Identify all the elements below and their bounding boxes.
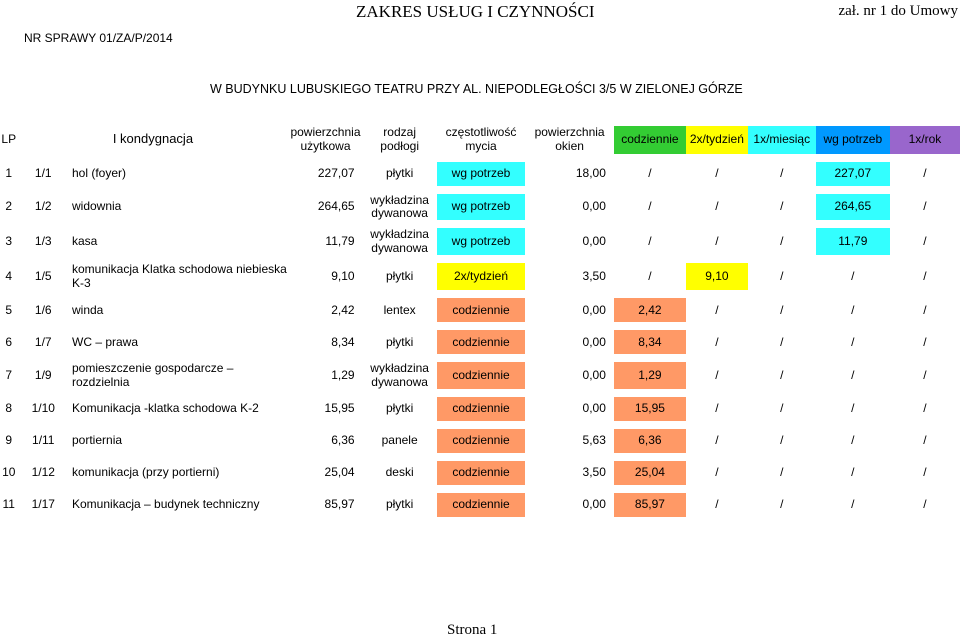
table-row <box>0 194 960 221</box>
row-window-area: 0,00 <box>582 199 606 214</box>
table-row <box>0 429 960 453</box>
row-lp: 10 <box>2 465 16 480</box>
row-room-name: portiernia <box>72 433 123 448</box>
table-row <box>0 493 960 517</box>
row-monthly: / <box>780 302 784 317</box>
row-floor-type: płytki <box>385 401 414 416</box>
row-usable-area: 2,42 <box>331 302 355 317</box>
col-cleaning-frequency: częstotliwość mycia <box>445 126 517 153</box>
row-daily: 6,36 <box>614 429 686 453</box>
row-daily: 1,29 <box>614 362 686 389</box>
col-daily: codziennie <box>614 126 686 154</box>
row-lp: 2 <box>5 199 13 214</box>
row-lp: 6 <box>5 334 13 349</box>
row-usable-area: 11,79 <box>325 234 355 249</box>
row-lp: 3 <box>5 234 13 249</box>
row-room-name: pomieszczenie gospodarcze – rozdzielnia <box>72 362 234 389</box>
row-usable-area: 227,07 <box>317 165 355 180</box>
row-yearly: / <box>923 497 927 512</box>
row-window-area: 18,00 <box>575 165 606 180</box>
row-as-needed: / <box>851 401 855 416</box>
row-floor-type: płytki <box>385 165 414 180</box>
row-as-needed: / <box>851 497 855 512</box>
row-monthly: / <box>780 465 784 480</box>
row-window-area: 5,63 <box>582 433 606 448</box>
row-weekly: / <box>715 199 719 214</box>
row-floor-type: płytki <box>385 269 414 284</box>
row-yearly: / <box>923 234 927 249</box>
row-frequency: codziennie <box>437 362 526 389</box>
row-weekly: / <box>715 367 719 382</box>
table-row <box>0 298 960 322</box>
row-usable-area: 264,65 <box>317 199 355 214</box>
row-lp: 9 <box>5 433 13 448</box>
table-row <box>0 461 960 485</box>
row-frequency: wg potrzeb <box>437 194 526 221</box>
row-daily: / <box>648 234 652 249</box>
row-lp: 1 <box>5 165 13 180</box>
row-room-name: Komunikacja -klatka schodowa K-2 <box>72 401 259 416</box>
row-yearly: / <box>923 334 927 349</box>
row-window-area: 0,00 <box>582 367 606 382</box>
row-window-area: 0,00 <box>582 497 606 512</box>
row-monthly: / <box>780 334 784 349</box>
row-room-name: hol (foyer) <box>72 165 127 180</box>
row-daily: / <box>648 269 652 284</box>
page-number: Strona 1 <box>447 622 498 638</box>
row-floor-type: wykładzina dywanowa <box>370 193 429 221</box>
row-room-name: widownia <box>72 199 122 214</box>
table-header-row <box>0 126 960 154</box>
row-weekly: / <box>715 433 719 448</box>
col-usable-area: powierzchnia użytkowa <box>290 126 361 153</box>
row-lp: 7 <box>5 367 13 382</box>
row-room-name: WC – prawa <box>72 334 139 349</box>
row-weekly: / <box>715 497 719 512</box>
row-frequency: codziennie <box>437 397 526 421</box>
row-lp: 5 <box>5 302 13 317</box>
row-yearly: / <box>923 165 927 180</box>
row-daily: 85,97 <box>614 493 686 517</box>
row-as-needed: / <box>851 334 855 349</box>
building-caption: W BUDYNKU LUBUSKIEGO TEATRU PRZY AL. NIEPODLEGŁOŚCI 3/5 W ZIELONEJ GÓRZE <box>210 82 743 96</box>
row-as-needed: 227,07 <box>816 162 890 186</box>
row-position: 1/11 <box>32 433 55 448</box>
row-monthly: / <box>780 497 784 512</box>
col-weekly: 2x/tydzień <box>686 126 748 154</box>
row-usable-area: 25,04 <box>324 465 355 480</box>
row-monthly: / <box>780 234 784 249</box>
row-as-needed: / <box>851 302 855 317</box>
row-frequency: codziennie <box>437 330 526 354</box>
row-monthly: / <box>780 165 784 180</box>
row-room-name: komunikacja (przy portierni) <box>72 465 220 480</box>
row-lp: 11 <box>2 497 15 512</box>
row-yearly: / <box>923 367 927 382</box>
row-usable-area: 85,97 <box>324 497 355 512</box>
table-row <box>0 162 960 186</box>
row-weekly: / <box>715 302 719 317</box>
row-daily: 2,42 <box>614 298 686 322</box>
col-floor-type: rodzaj podłogi <box>380 126 419 153</box>
row-position: 1/2 <box>34 199 52 214</box>
attachment-label: zał. nr 1 do Umowy <box>838 3 958 19</box>
row-usable-area: 6,36 <box>331 433 355 448</box>
row-lp: 8 <box>5 401 13 416</box>
row-yearly: / <box>923 269 927 284</box>
row-floor-type: płytki <box>385 334 414 349</box>
table-row <box>0 362 960 389</box>
row-window-area: 3,50 <box>582 465 606 480</box>
row-window-area: 0,00 <box>582 234 606 249</box>
row-monthly: / <box>780 401 784 416</box>
row-daily: / <box>648 165 652 180</box>
col-as-needed: wg potrzeb <box>816 126 890 154</box>
row-yearly: / <box>923 199 927 214</box>
case-number: NR SPRAWY 01/ZA/P/2014 <box>24 31 173 45</box>
row-floor-type: wykładzina dywanowa <box>370 362 429 389</box>
row-yearly: / <box>923 465 927 480</box>
row-usable-area: 9,10 <box>331 269 355 284</box>
row-monthly: / <box>780 199 784 214</box>
row-position: 1/10 <box>31 401 55 416</box>
row-floor-type: lentex <box>383 302 416 317</box>
row-weekly: / <box>715 165 719 180</box>
row-weekly: / <box>715 401 719 416</box>
row-floor-type: płytki <box>385 497 414 512</box>
row-yearly: / <box>923 401 927 416</box>
row-position: 1/3 <box>34 234 52 249</box>
col-section: I kondygnacja <box>112 131 194 147</box>
table-row <box>0 228 960 255</box>
document-title: ZAKRES USŁUG I CZYNNOŚCI <box>356 2 595 21</box>
row-frequency: wg potrzeb <box>437 162 526 186</box>
row-usable-area: 15,95 <box>324 401 355 416</box>
row-daily: 8,34 <box>614 330 686 354</box>
row-window-area: 0,00 <box>582 334 606 349</box>
table-row <box>0 397 960 421</box>
row-monthly: / <box>780 269 784 284</box>
row-frequency: codziennie <box>437 429 526 453</box>
table-row <box>0 330 960 354</box>
row-as-needed: / <box>851 465 855 480</box>
row-frequency: codziennie <box>437 298 526 322</box>
col-yearly: 1x/rok <box>890 126 960 154</box>
row-weekly: / <box>715 334 719 349</box>
row-window-area: 0,00 <box>582 401 606 416</box>
row-weekly: / <box>715 465 719 480</box>
row-position: 1/1 <box>34 165 52 180</box>
row-daily: 25,04 <box>614 461 686 485</box>
row-room-name: kasa <box>72 234 98 249</box>
row-frequency: wg potrzeb <box>437 228 526 255</box>
row-room-name: winda <box>72 302 104 317</box>
row-position: 1/5 <box>34 269 52 284</box>
row-usable-area: 1,29 <box>331 367 355 382</box>
row-yearly: / <box>923 302 927 317</box>
row-as-needed: / <box>851 433 855 448</box>
row-lp: 4 <box>5 269 13 284</box>
col-monthly: 1x/miesiąc <box>748 126 816 154</box>
col-lp: LP <box>1 131 17 146</box>
row-daily: 15,95 <box>614 397 686 421</box>
table-row <box>0 263 960 290</box>
row-as-needed: 264,65 <box>816 194 890 221</box>
row-frequency: codziennie <box>437 461 526 485</box>
row-as-needed: 11,79 <box>816 228 890 255</box>
row-position: 1/9 <box>34 367 52 382</box>
row-weekly: / <box>715 234 719 249</box>
services-table <box>0 118 960 525</box>
row-position: 1/12 <box>31 465 55 480</box>
row-room-name: Komunikacja – budynek techniczny <box>72 497 260 512</box>
row-room-name: komunikacja Klatka schodowa niebieska K-3 <box>72 263 287 290</box>
row-position: 1/17 <box>31 497 55 512</box>
row-floor-type: panele <box>381 433 418 448</box>
row-as-needed: / <box>851 367 855 382</box>
row-frequency: codziennie <box>437 493 526 517</box>
row-floor-type: deski <box>385 465 414 480</box>
row-daily: / <box>648 199 652 214</box>
row-position: 1/7 <box>34 334 52 349</box>
row-usable-area: 8,34 <box>331 334 355 349</box>
row-weekly: 9,10 <box>686 263 748 290</box>
row-yearly: / <box>923 433 927 448</box>
row-position: 1/6 <box>34 302 52 317</box>
row-monthly: / <box>780 367 784 382</box>
row-frequency: 2x/tydzień <box>437 263 526 290</box>
row-as-needed: / <box>851 269 855 284</box>
col-window-area: powierzchnia okien <box>534 126 605 153</box>
row-window-area: 3,50 <box>582 269 606 284</box>
row-floor-type: wykładzina dywanowa <box>370 228 429 255</box>
row-monthly: / <box>780 433 784 448</box>
row-window-area: 0,00 <box>582 302 606 317</box>
